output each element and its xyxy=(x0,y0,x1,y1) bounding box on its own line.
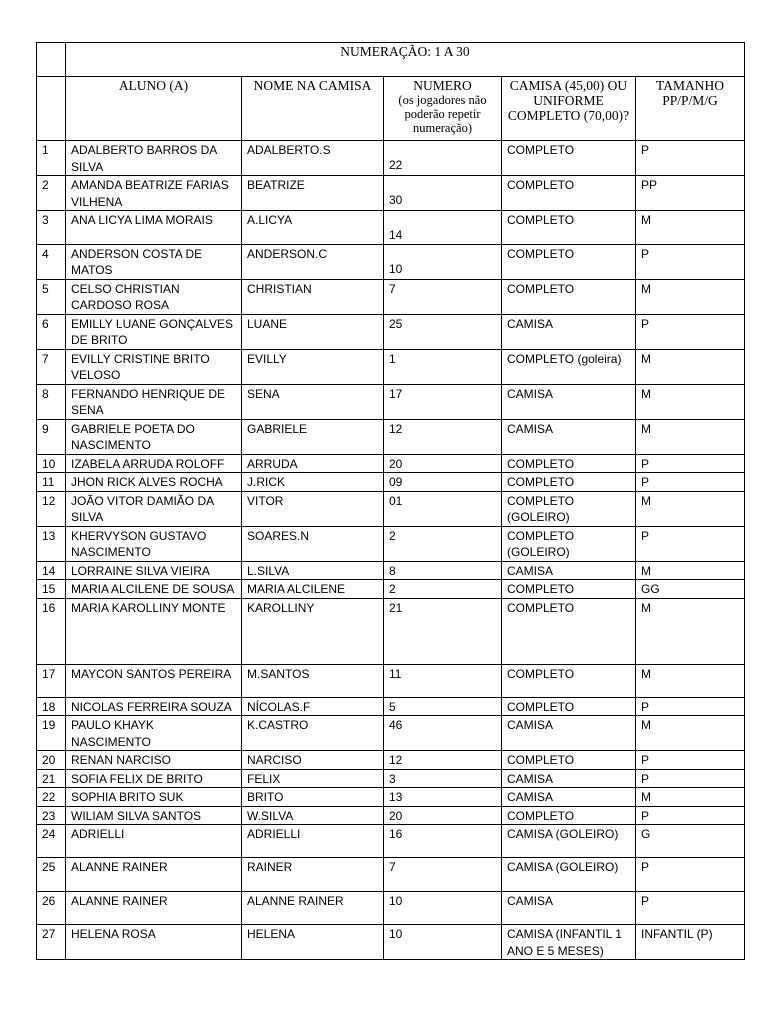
size-cell: INFANTIL (P) xyxy=(636,925,745,960)
shirt-name-cell: GABRIELE xyxy=(242,419,384,454)
shirt-type-cell: COMPLETO (GOLEIRO) xyxy=(502,526,636,561)
row-number-cell: 21 xyxy=(37,769,66,788)
shirt-number-cell: 01 xyxy=(384,491,502,526)
student-name-cell: JHON RICK ALVES ROCHA xyxy=(66,473,242,492)
header-camisa: CAMISA (45,00) OU UNIFORME COMPLETO (70,00)? xyxy=(502,77,636,141)
shirt-number-cell: 13 xyxy=(384,788,502,807)
table-row xyxy=(37,664,745,697)
table-row xyxy=(37,858,745,892)
row-number-cell: 11 xyxy=(37,473,66,492)
table-title: NUMERAÇÃO: 1 A 30 xyxy=(66,43,745,77)
table-row xyxy=(37,384,745,419)
size-cell: P xyxy=(636,314,745,349)
student-name-cell: ALANNE RAINER xyxy=(66,858,242,892)
row-number-cell: 26 xyxy=(37,892,66,925)
shirt-name-cell: BEATRIZE xyxy=(242,176,384,211)
student-name-cell: FERNANDO HENRIQUE DE SENA xyxy=(66,384,242,419)
shirt-number-cell: 1 xyxy=(384,349,502,384)
shirt-name-cell: HELENA xyxy=(242,925,384,960)
student-name-cell: LORRAINE SILVA VIEIRA xyxy=(66,561,242,580)
shirt-name-cell: VITOR xyxy=(242,491,384,526)
shirt-type-cell: COMPLETO xyxy=(502,473,636,492)
shirt-type-cell: COMPLETO xyxy=(502,244,636,279)
size-cell: P xyxy=(636,454,745,473)
table-row xyxy=(37,314,745,349)
shirt-name-cell: CHRISTIAN xyxy=(242,279,384,314)
size-cell: P xyxy=(636,751,745,770)
row-number-cell: 9 xyxy=(37,419,66,454)
table-row xyxy=(37,454,745,473)
shirt-name-cell: LUANE xyxy=(242,314,384,349)
size-cell: M xyxy=(636,788,745,807)
student-name-cell: AMANDA BEATRIZE FARIAS VILHENA xyxy=(66,176,242,211)
shirt-type-cell: COMPLETO xyxy=(502,697,636,716)
student-name-cell: ALANNE RAINER xyxy=(66,892,242,925)
size-cell: GG xyxy=(636,580,745,599)
size-cell: M xyxy=(636,279,745,314)
header-aluno: ALUNO (A) xyxy=(66,77,242,141)
roster-table xyxy=(36,42,745,960)
table-row xyxy=(37,580,745,599)
size-cell: P xyxy=(636,769,745,788)
size-cell: P xyxy=(636,473,745,492)
row-number-cell: 4 xyxy=(37,244,66,279)
shirt-number-cell: 7 xyxy=(384,279,502,314)
shirt-type-cell: COMPLETO xyxy=(502,279,636,314)
row-number-cell: 10 xyxy=(37,454,66,473)
table-row xyxy=(37,925,745,960)
student-name-cell: ANDERSON COSTA DE MATOS xyxy=(66,244,242,279)
shirt-name-cell: ARRUDA xyxy=(242,454,384,473)
header-tamanho: TAMANHO PP/P/M/G xyxy=(636,77,745,141)
student-name-cell: RENAN NARCISO xyxy=(66,751,242,770)
size-cell: M xyxy=(636,419,745,454)
shirt-name-cell: NÍCOLAS.F xyxy=(242,697,384,716)
table-row xyxy=(37,419,745,454)
row-number-cell: 2 xyxy=(37,176,66,211)
student-name-cell: MARIA KAROLLINY MONTE xyxy=(66,598,242,664)
table-row xyxy=(37,825,745,858)
shirt-name-cell: ADALBERTO.S xyxy=(242,141,384,176)
student-name-cell: ANA LICYA LIMA MORAIS xyxy=(66,211,242,245)
shirt-type-cell: CAMISA xyxy=(502,788,636,807)
shirt-name-cell: KAROLLINY xyxy=(242,598,384,664)
table-row xyxy=(37,473,745,492)
size-cell: M xyxy=(636,561,745,580)
row-number-cell: 17 xyxy=(37,664,66,697)
size-cell: P xyxy=(636,526,745,561)
table-row xyxy=(37,769,745,788)
size-cell: P xyxy=(636,697,745,716)
shirt-name-cell: BRITO xyxy=(242,788,384,807)
shirt-number-cell: 2 xyxy=(384,580,502,599)
student-name-cell: JOÃO VITOR DAMIÃO DA SILVA xyxy=(66,491,242,526)
row-number-cell: 16 xyxy=(37,598,66,664)
student-name-cell: SOFIA FELIX DE BRITO xyxy=(66,769,242,788)
table-row xyxy=(37,279,745,314)
shirt-number-cell: 17 xyxy=(384,384,502,419)
roster-body xyxy=(37,43,745,960)
shirt-number-cell: 25 xyxy=(384,314,502,349)
shirt-number-cell: 16 xyxy=(384,825,502,858)
shirt-number-cell: 20 xyxy=(384,806,502,825)
shirt-name-cell: ADRIELLI xyxy=(242,825,384,858)
size-cell: M xyxy=(636,716,745,751)
size-cell: M xyxy=(636,349,745,384)
shirt-number-cell: 09 xyxy=(384,473,502,492)
size-cell: P xyxy=(636,858,745,892)
size-cell: P xyxy=(636,244,745,279)
table-row xyxy=(37,892,745,925)
header-row xyxy=(37,77,745,141)
student-name-cell: GABRIELE POETA DO NASCIMENTO xyxy=(66,419,242,454)
shirt-number-cell: 8 xyxy=(384,561,502,580)
shirt-name-cell: A.LICYA xyxy=(242,211,384,245)
student-name-cell: EVILLY CRISTINE BRITO VELOSO xyxy=(66,349,242,384)
row-number-cell: 8 xyxy=(37,384,66,419)
table-row xyxy=(37,788,745,807)
table-row xyxy=(37,751,745,770)
shirt-number-cell: 12 xyxy=(384,751,502,770)
shirt-name-cell: MARIA ALCILENE xyxy=(242,580,384,599)
student-name-cell: ADRIELLI xyxy=(66,825,242,858)
table-row xyxy=(37,716,745,751)
size-cell: M xyxy=(636,491,745,526)
shirt-type-cell: COMPLETO xyxy=(502,176,636,211)
shirt-number-cell: 10 xyxy=(384,244,502,279)
header-numero-note: (os jogadores não poderão repetir numeração) xyxy=(398,93,487,135)
shirt-type-cell: CAMISA xyxy=(502,561,636,580)
shirt-name-cell: ALANNE RAINER xyxy=(242,892,384,925)
row-number-cell: 24 xyxy=(37,825,66,858)
row-number-cell: 12 xyxy=(37,491,66,526)
shirt-type-cell: COMPLETO xyxy=(502,751,636,770)
student-name-cell: KHERVYSON GUSTAVO NASCIMENTO xyxy=(66,526,242,561)
student-name-cell: NICOLAS FERREIRA SOUZA xyxy=(66,697,242,716)
shirt-name-cell: W.SILVA xyxy=(242,806,384,825)
table-row xyxy=(37,349,745,384)
shirt-number-cell: 46 xyxy=(384,716,502,751)
shirt-number-cell: 5 xyxy=(384,697,502,716)
shirt-number-cell: 2 xyxy=(384,526,502,561)
table-row xyxy=(37,176,745,211)
shirt-name-cell: FELIX xyxy=(242,769,384,788)
student-name-cell: ADALBERTO BARROS DA SILVA xyxy=(66,141,242,176)
title-row xyxy=(37,43,745,77)
size-cell: M xyxy=(636,598,745,664)
shirt-type-cell: CAMISA xyxy=(502,769,636,788)
shirt-number-cell: 10 xyxy=(384,892,502,925)
shirt-number-cell: 21 xyxy=(384,598,502,664)
row-number-cell: 15 xyxy=(37,580,66,599)
shirt-type-cell: CAMISA (GOLEIRO) xyxy=(502,825,636,858)
shirt-name-cell: K.CASTRO xyxy=(242,716,384,751)
size-cell: G xyxy=(636,825,745,858)
shirt-number-cell: 14 xyxy=(384,211,502,245)
header-numero-label: NUMERO xyxy=(413,78,472,93)
table-row xyxy=(37,244,745,279)
row-number-cell: 1 xyxy=(37,141,66,176)
shirt-name-cell: RAINER xyxy=(242,858,384,892)
table-row xyxy=(37,598,745,664)
shirt-type-cell: CAMISA xyxy=(502,314,636,349)
shirt-number-cell: 10 xyxy=(384,925,502,960)
shirt-number-cell: 30 xyxy=(384,176,502,211)
shirt-name-cell: EVILLY xyxy=(242,349,384,384)
row-number-cell: 5 xyxy=(37,279,66,314)
size-cell: P xyxy=(636,892,745,925)
shirt-type-cell: COMPLETO xyxy=(502,598,636,664)
table-row xyxy=(37,211,745,245)
student-name-cell: MARIA ALCILENE DE SOUSA xyxy=(66,580,242,599)
student-name-cell: CELSO CHRISTIAN CARDOSO ROSA xyxy=(66,279,242,314)
shirt-number-cell: 3 xyxy=(384,769,502,788)
size-cell: P xyxy=(636,141,745,176)
row-number-cell: 3 xyxy=(37,211,66,245)
shirt-number-cell: 20 xyxy=(384,454,502,473)
table-row xyxy=(37,561,745,580)
shirt-type-cell: CAMISA xyxy=(502,716,636,751)
shirt-type-cell: COMPLETO xyxy=(502,141,636,176)
size-cell: M xyxy=(636,384,745,419)
row-number-cell: 18 xyxy=(37,697,66,716)
size-cell: M xyxy=(636,664,745,697)
shirt-type-cell: COMPLETO (goleira) xyxy=(502,349,636,384)
shirt-type-cell: COMPLETO xyxy=(502,580,636,599)
shirt-type-cell: COMPLETO (GOLEIRO) xyxy=(502,491,636,526)
row-number-cell: 14 xyxy=(37,561,66,580)
shirt-type-cell: CAMISA xyxy=(502,892,636,925)
table-row xyxy=(37,526,745,561)
row-number-cell: 20 xyxy=(37,751,66,770)
header-nome-camisa: NOME NA CAMISA xyxy=(242,77,384,141)
student-name-cell: EMILLY LUANE GONÇALVES DE BRITO xyxy=(66,314,242,349)
table-row xyxy=(37,697,745,716)
row-number-cell: 7 xyxy=(37,349,66,384)
shirt-name-cell: NARCISO xyxy=(242,751,384,770)
table-row xyxy=(37,806,745,825)
shirt-number-cell: 11 xyxy=(384,664,502,697)
shirt-number-cell: 12 xyxy=(384,419,502,454)
student-name-cell: WILIAM SILVA SANTOS xyxy=(66,806,242,825)
shirt-type-cell: CAMISA xyxy=(502,384,636,419)
header-corner-cell xyxy=(37,77,66,141)
row-number-cell: 27 xyxy=(37,925,66,960)
shirt-name-cell: SOARES.N xyxy=(242,526,384,561)
size-cell: PP xyxy=(636,176,745,211)
shirt-type-cell: COMPLETO xyxy=(502,454,636,473)
shirt-type-cell: COMPLETO xyxy=(502,211,636,245)
shirt-type-cell: CAMISA (GOLEIRO) xyxy=(502,858,636,892)
shirt-type-cell: COMPLETO xyxy=(502,806,636,825)
student-name-cell: HELENA ROSA xyxy=(66,925,242,960)
size-cell: M xyxy=(636,211,745,245)
student-name-cell: IZABELA ARRUDA ROLOFF xyxy=(66,454,242,473)
shirt-type-cell: CAMISA (INFANTIL 1 ANO E 5 MESES) xyxy=(502,925,636,960)
row-number-cell: 19 xyxy=(37,716,66,751)
row-number-cell: 22 xyxy=(37,788,66,807)
shirt-type-cell: CAMISA xyxy=(502,419,636,454)
student-name-cell: PAULO KHAYK NASCIMENTO xyxy=(66,716,242,751)
shirt-number-cell: 22 xyxy=(384,141,502,176)
shirt-name-cell: M.SANTOS xyxy=(242,664,384,697)
shirt-type-cell: COMPLETO xyxy=(502,664,636,697)
shirt-number-cell: 7 xyxy=(384,858,502,892)
size-cell: P xyxy=(636,806,745,825)
table-row xyxy=(37,491,745,526)
shirt-name-cell: SENA xyxy=(242,384,384,419)
row-number-cell: 13 xyxy=(37,526,66,561)
row-number-cell: 6 xyxy=(37,314,66,349)
title-corner-cell xyxy=(37,43,66,77)
student-name-cell: SOPHIA BRITO SUK xyxy=(66,788,242,807)
row-number-cell: 25 xyxy=(37,858,66,892)
row-number-cell: 23 xyxy=(37,806,66,825)
table-row xyxy=(37,141,745,176)
shirt-name-cell: J.RICK xyxy=(242,473,384,492)
header-numero xyxy=(384,77,502,141)
student-name-cell: MAYCON SANTOS PEREIRA xyxy=(66,664,242,697)
shirt-name-cell: ANDERSON.C xyxy=(242,244,384,279)
shirt-name-cell: L.SILVA xyxy=(242,561,384,580)
